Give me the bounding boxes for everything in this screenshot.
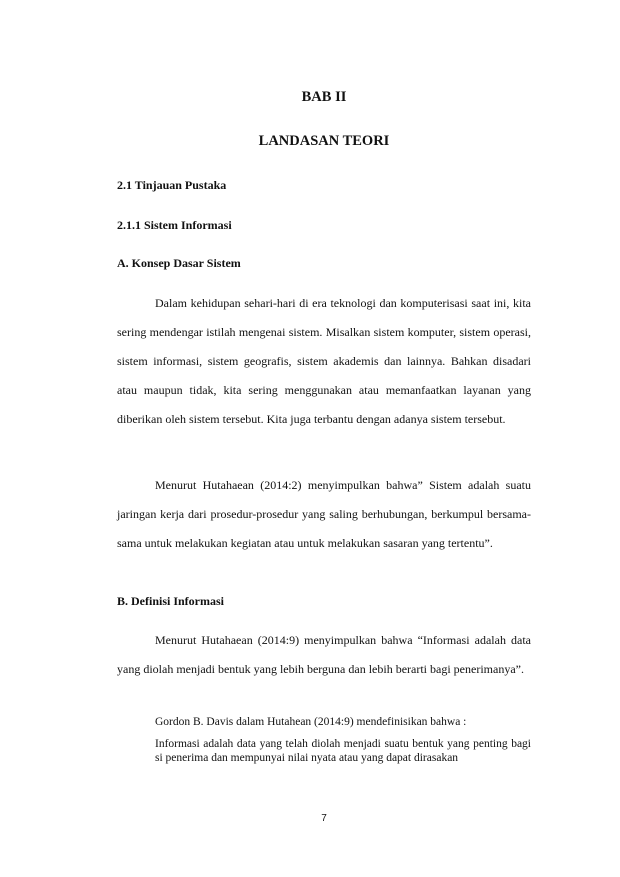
section-heading-tinjauan-pustaka: 2.1 Tinjauan Pustaka xyxy=(117,178,227,192)
quote-intro: Gordon B. Davis dalam Hutahean (2014:9) mendefinisikan bahwa : xyxy=(155,716,467,728)
chapter-title: LANDASAN TEORI xyxy=(258,133,390,149)
paragraph-definisi-informasi: Menurut Hutahaean (2014:9) menyimpulkan bahwa “Informasi adalah data yang diolah menjadi bentuk yang lebih berguna dan lebih berarti bagi penerimanya”. xyxy=(117,633,531,676)
subheading-definisi-informasi: B. Definisi Informasi xyxy=(117,594,225,608)
subheading-konsep-dasar-sistem: A. Konsep Dasar Sistem xyxy=(117,256,241,270)
paragraph-konsep-sistem-intro: Dalam kehidupan sehari-hari di era teknologi dan komputerisasi saat ini, kita sering mendengar istilah mengenai sistem. Misalkan sistem komputer, sistem operasi, sistem informasi, sistem geografis, sistem akademis dan lainnya. Bahkan disadari atau maupun tidak, kita sering menggunakan atau memanfaatkan layanan yang diberikan oleh sistem tersebut. Kita juga terbantu dengan adanya sistem tersebut. xyxy=(117,296,531,426)
page-number: 7 xyxy=(321,813,327,824)
chapter-number: BAB II xyxy=(301,89,347,105)
paragraph-definisi-sistem: Menurut Hutahaean (2014:2) menyimpulkan bahwa” Sistem adalah suatu jaringan kerja dari prosedur-prosedur yang saling berhubungan, berkumpul bersama-sama untuk melakukan kegiatan atau untuk melakukan sasaran yang tertentu”. xyxy=(117,478,531,550)
block-quote: Informasi adalah data yang telah diolah menjadi suatu bentuk yang penting bagi si penerima dan mempunyai nilai nyata atau yang dapat dirasakan xyxy=(155,738,531,764)
subsection-heading-sistem-informasi: 2.1.1 Sistem Informasi xyxy=(117,218,232,232)
